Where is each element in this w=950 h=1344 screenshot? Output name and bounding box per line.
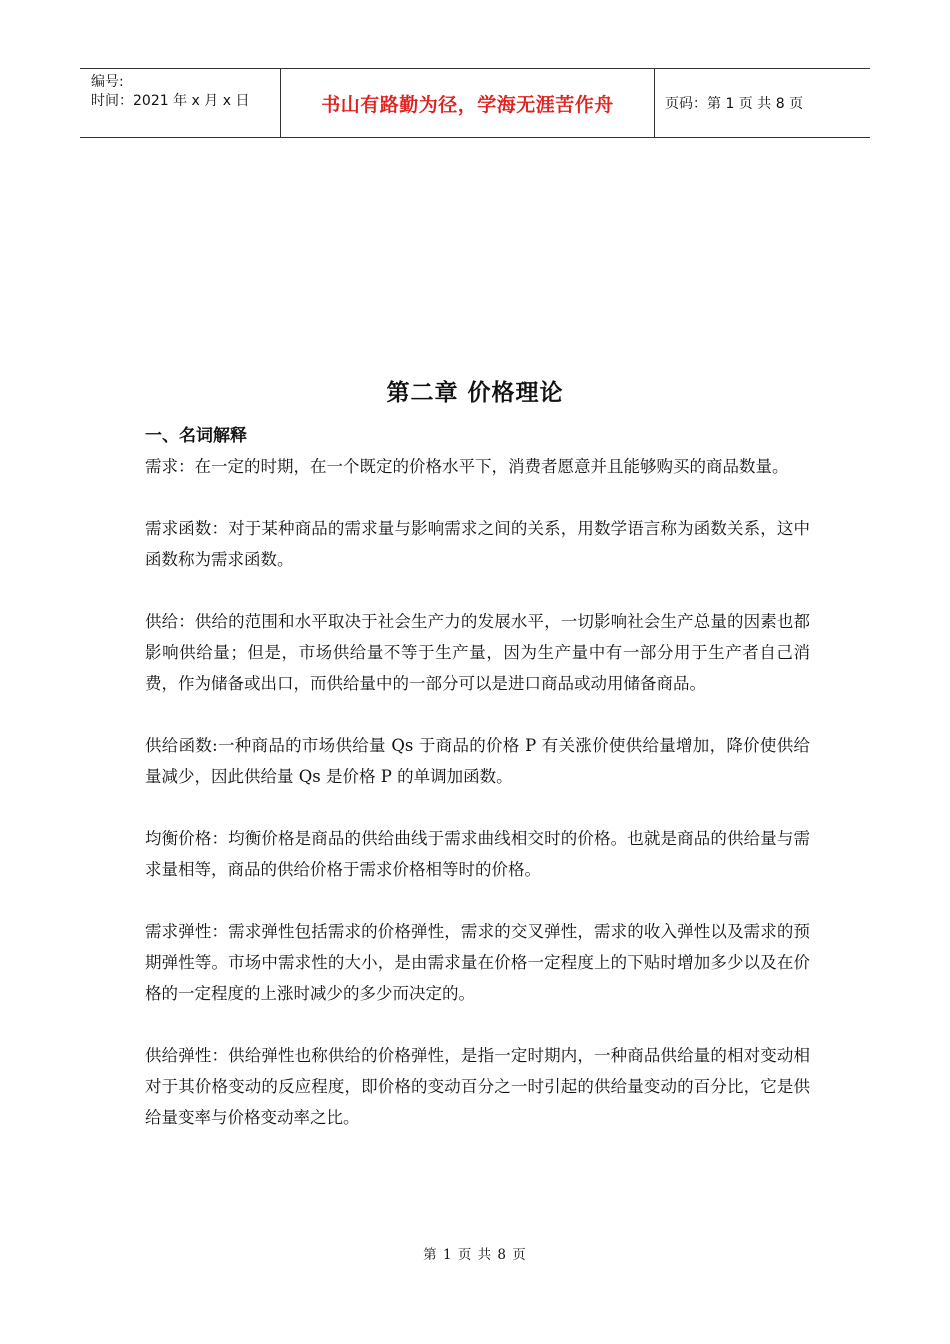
definition-paragraph: 供给弹性：供给弹性也称供给的价格弹性，是指一定时期内，一种商品供给量的相对变动相对于其价格变动的反应程度，即价格的变动百分之一时引起的供给量变动的百分比，它是供给量变率与价格变动率之比。 — [145, 1046, 810, 1127]
chapter-title: 第二章 价格理论 — [386, 380, 564, 406]
definitions-body — [145, 451, 810, 1164]
document-header — [80, 68, 870, 138]
section-heading: 一、名词解释 — [145, 426, 247, 446]
header-page-code: 页码：第 1 页 共 8 页 — [665, 96, 804, 112]
definition-paragraph: 需求弹性：需求弹性包括需求的价格弹性，需求的交叉弹性，需求的收入弹性以及需求的预期弹性等。市场中需求性的大小，是由需求量在价格一定程度上的下贴时增加多少以及在价格的一定程度的上涨时减少的多少而决定的。 — [145, 922, 810, 1003]
header-meta-cell — [80, 69, 281, 137]
page-footer: 第 1 页 共 8 页 — [423, 1247, 527, 1263]
definition-paragraph: 需求：在一定的时期，在一个既定的价格水平下，消费者愿意并且能够购买的商品数量。 — [145, 457, 789, 476]
definition-paragraph: 需求函数：对于某种商品的需求量与影响需求之间的关系，用数学语言称为函数关系，这中函数称为需求函数。 — [145, 519, 810, 569]
definition-paragraph: 供给函数:一种商品的市场供给量 Qs 于商品的价格 P 有关涨价使供给量增加，降价使供给量减少，因此供给量 Qs 是价格 P 的单调加函数。 — [145, 736, 810, 786]
header-motto: 书山有路勤为径，学海无涯苦作舟 — [281, 69, 655, 137]
document-time-label: 时间：2021 年 x 月 x 日 — [91, 93, 250, 109]
document-number-label: 编号: — [91, 74, 124, 90]
definition-paragraph: 均衡价格：均衡价格是商品的供给曲线于需求曲线相交时的价格。也就是商品的供给量与需求量相等，商品的供给价格于需求价格相等时的价格。 — [145, 829, 810, 879]
definition-paragraph: 供给：供给的范围和水平取决于社会生产力的发展水平，一切影响社会生产总量的因素也都影响供给量；但是，市场供给量不等于生产量，因为生产量中有一部分用于生产者自己消费，作为储备或出口，而供给量中的一部分可以是进口商品或动用储备商品。 — [145, 612, 810, 693]
